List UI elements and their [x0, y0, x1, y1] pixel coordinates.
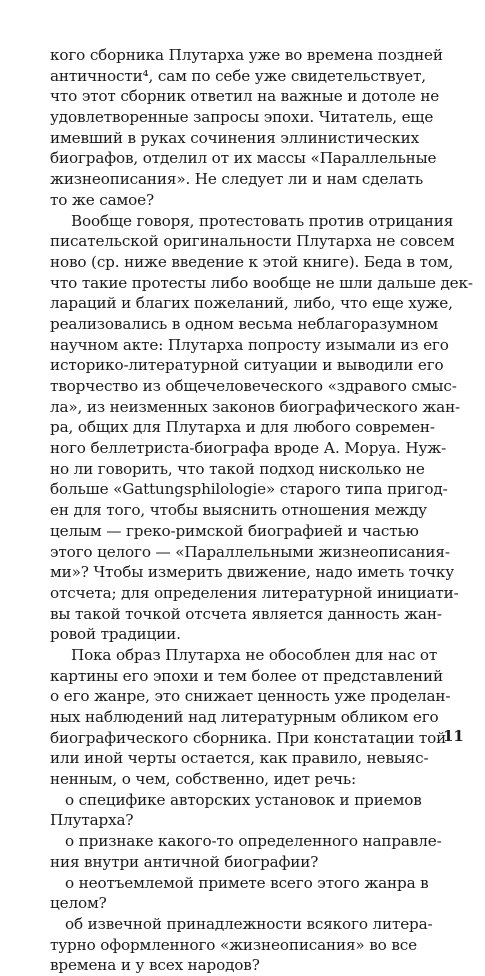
text-line: ми»? Чтобы измерить движение, надо иметь точку: [50, 563, 455, 582]
text-line: писательской оригинальности Плутарха не совсем: [50, 232, 455, 251]
text-line: Плутарха?: [50, 811, 134, 830]
text-line: целым — греко-римской биографией и частью: [50, 521, 419, 540]
text-line: этого целого — «Параллельными жизнеописания-: [50, 542, 450, 561]
text-line: античности⁴, сам по себе уже свидетельствует,: [50, 66, 426, 85]
text-line: лараций и благих пожеланий, либо, что еще хуже,: [50, 294, 453, 313]
text-line: реализовались в одном весьма неблагоразумном: [50, 314, 439, 333]
paragraph-p1: [50, 45, 443, 211]
text-line: о специфике авторских установок и приемов: [65, 790, 422, 809]
text-line: жизнеописания». Не следует ли и нам сделать: [50, 170, 424, 189]
text-line: биографов, отделил от их массы «Параллельные: [50, 149, 437, 168]
text-line: о признаке какого-то определенного направле-: [65, 832, 442, 851]
page-number: 11: [443, 727, 464, 745]
text-line: историко-литературной ситуации и выводили его: [50, 356, 444, 375]
text-line: вы такой точкой отсчета является данность жан-: [50, 604, 442, 623]
text-line: времена и у всех народов?: [50, 956, 260, 975]
text-line: ра, общих для Плутарха и для любого современ-: [50, 418, 435, 437]
text-line: ных наблюдений над литературным обликом его: [50, 708, 439, 726]
text-line: ровой традиции.: [50, 625, 181, 644]
text-line: Пока образ Плутарха не обособлен для нас от: [71, 645, 438, 664]
text-line: о неотъемлемой примете всего этого жанра в: [65, 873, 429, 892]
text-line: ния внутри античной биографии?: [50, 852, 319, 871]
text-line: целом?: [50, 894, 107, 913]
text-line: творчество из общечеловеческого «здравого смыс-: [50, 377, 457, 395]
text-line: что такие протесты либо вообще не шли дальше дек-: [50, 273, 473, 292]
paragraph-q1: [50, 790, 422, 831]
text-line: ного беллетриста-биографа вроде А. Моруа. Нуж-: [50, 439, 447, 458]
text-line: или иной черты остается, как правило, невыяс-: [50, 749, 429, 768]
text-line: картины его эпохи и тем более от представлений: [50, 666, 443, 685]
text-line: но ли говорить, что такой подход нисколько не: [50, 459, 425, 478]
text-line: о его жанре, это снижает ценность уже проделан-: [50, 687, 451, 706]
text-line: что этот сборник ответил на важные и дотоле не: [50, 87, 440, 106]
text-line: удовлетворенные запросы эпохи. Читатель, еще: [50, 108, 434, 127]
text-line: об извечной принадлежности всякого литера-: [65, 914, 433, 933]
text-line: Вообще говоря, протестовать против отрицания: [71, 211, 454, 230]
text-line: ненным, о чем, собственно, идет речь:: [50, 770, 356, 789]
text-line: отсчета; для определения литературной инициати-: [50, 583, 459, 602]
text-line: ла», из неизменных законов биографического жан-: [50, 397, 461, 416]
text-line: имевший в руках сочинения эллинистических: [50, 128, 419, 147]
text-line: кого сборника Плутарха уже во времена поздней: [50, 46, 443, 64]
text-line: научном акте: Плутарха попросту изымали из его: [50, 335, 449, 354]
text-line: то же самое?: [50, 190, 155, 209]
paragraph-p2: [50, 211, 473, 645]
paragraph-q4: [50, 914, 433, 976]
text-line: больше «Gattungsphilologie» старого типа пригод-: [50, 480, 448, 499]
text-line: турно оформленного «жизнеописания» во все: [50, 935, 417, 954]
text-line: ен для того, чтобы выяснить отношения между: [50, 501, 427, 520]
text-line: биографического сборника. При констатации той: [50, 728, 447, 747]
text-line: ново (ср. ниже введение к этой книге). Беда в том,: [50, 252, 454, 271]
paragraph-q3: [50, 873, 429, 914]
paragraph-p3: [50, 645, 451, 790]
paragraph-q2: [50, 831, 442, 872]
